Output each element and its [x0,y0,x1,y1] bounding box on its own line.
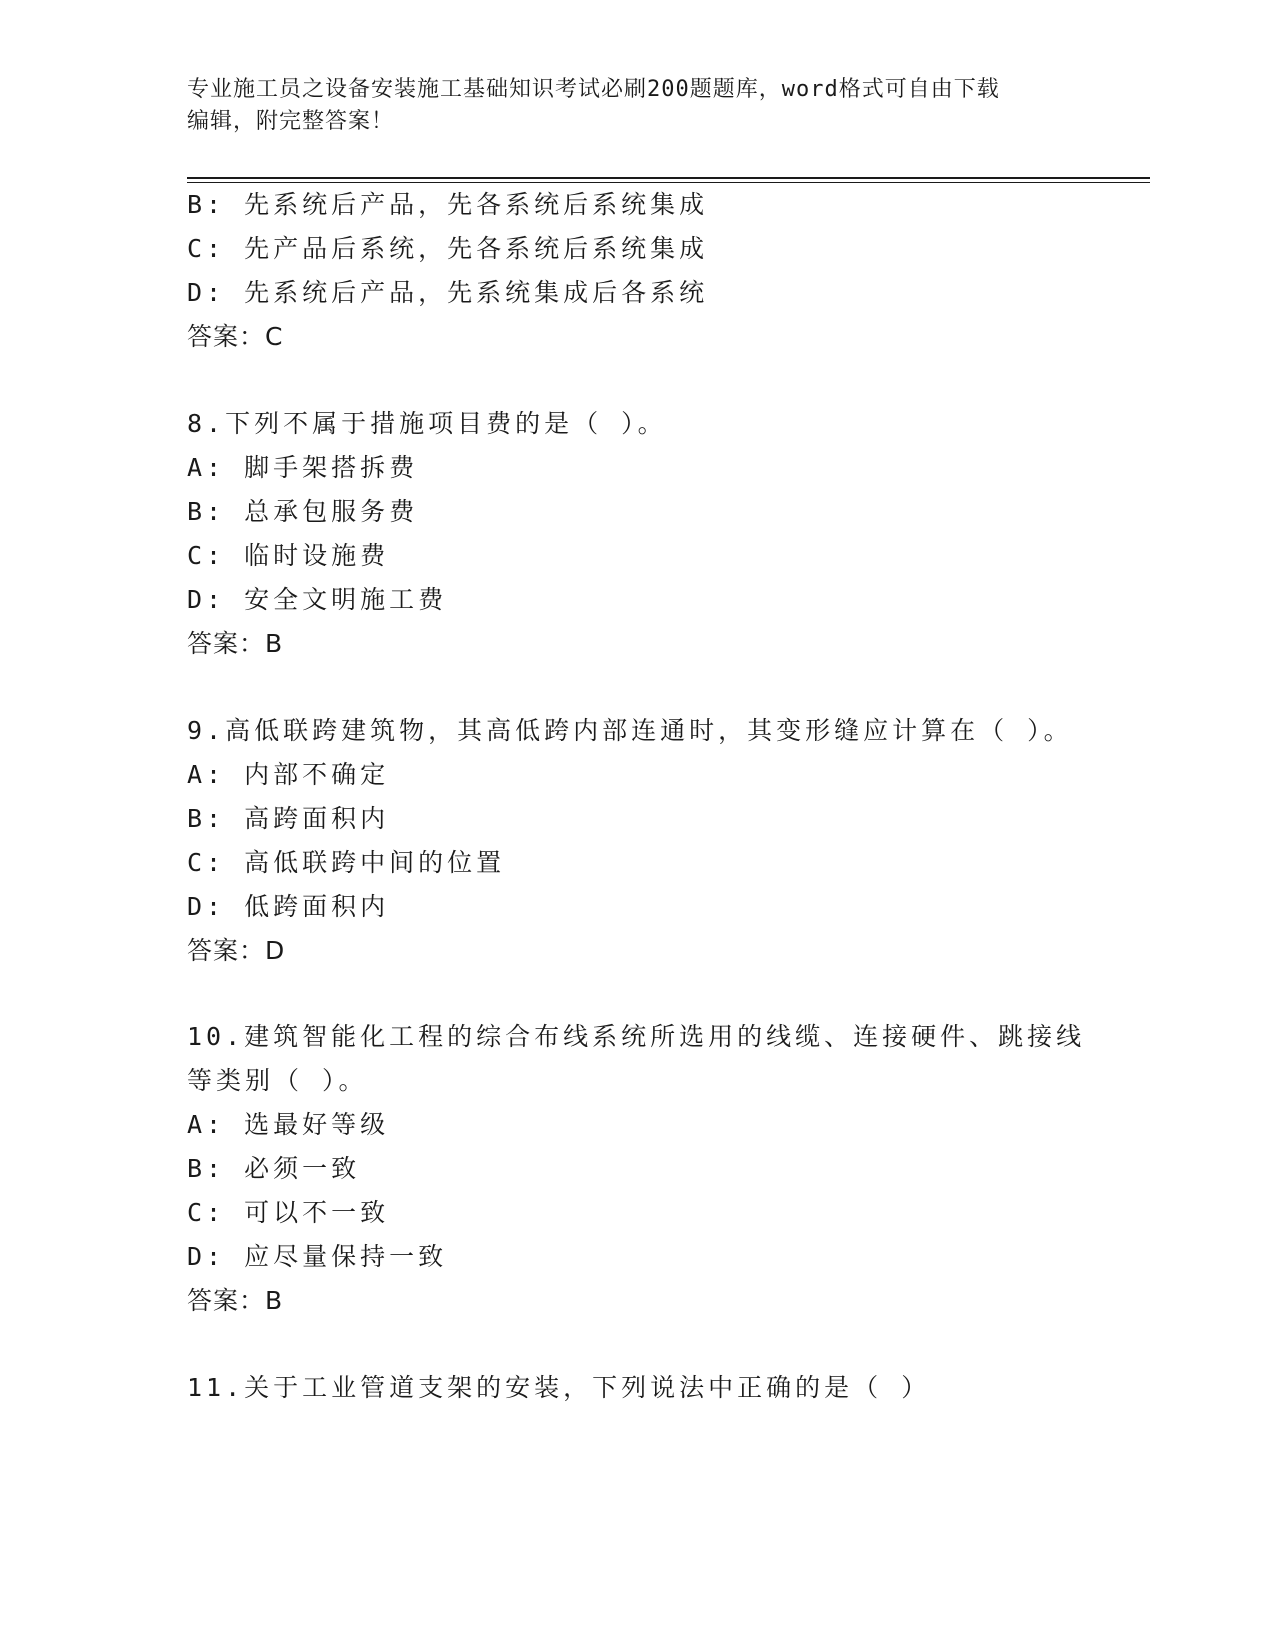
q9-option-a: A: 内部不确定 [187,760,390,789]
q9-option-c: C: 高低联跨中间的位置 [187,848,506,877]
prev-option-b: B: 先系统后产品，先各系统后系统集成 [187,190,709,219]
prev-option-d: D: 先系统后产品，先系统集成后各系统 [187,278,709,307]
q10-option-b: B: 必须一致 [187,1154,361,1183]
q10-option-a: A: 选最好等级 [187,1110,390,1139]
q8-stem: 8.下列不属于措施项目费的是（ ）。 [187,409,667,438]
q10-stem-line-1: 10.建筑智能化工程的综合布线系统所选用的线缆、连接硬件、跳接线 [187,1022,1086,1051]
prev-option-c: C: 先产品后系统，先各系统后系统集成 [187,234,709,263]
q9-stem: 9.高低联跨建筑物，其高低跨内部连通时，其变形缝应计算在（ ）。 [187,716,1073,745]
header-line-1: 专业施工员之设备安装施工基础知识考试必刷200题题库，word格式可自由下载 [187,77,1000,102]
q8-option-b: B: 总承包服务费 [187,497,419,526]
q10-option-d: D: 应尽量保持一致 [187,1242,448,1271]
q8-option-d: D: 安全文明施工费 [187,585,448,614]
document-header [187,74,1087,138]
header-rule-thin [187,182,1150,183]
q8-option-c: C: 临时设施费 [187,541,390,570]
q10-answer: 答案：B [187,1286,284,1315]
prev-answer: 答案：C [187,322,284,351]
q8-answer: 答案：B [187,629,284,658]
q11-stem: 11.关于工业管道支架的安装，下列说法中正确的是（ ） [187,1373,931,1402]
header-rule-thick [187,177,1150,179]
q10-option-c: C: 可以不一致 [187,1198,390,1227]
q10-stem-line-2: 等类别（ ）。 [187,1066,368,1095]
q8-option-a: A: 脚手架搭拆费 [187,453,419,482]
q9-answer: 答案：D [187,936,286,965]
q9-option-b: B: 高跨面积内 [187,804,390,833]
q9-option-d: D: 低跨面积内 [187,892,390,921]
header-line-2: 编辑，附完整答案！ [187,109,395,134]
